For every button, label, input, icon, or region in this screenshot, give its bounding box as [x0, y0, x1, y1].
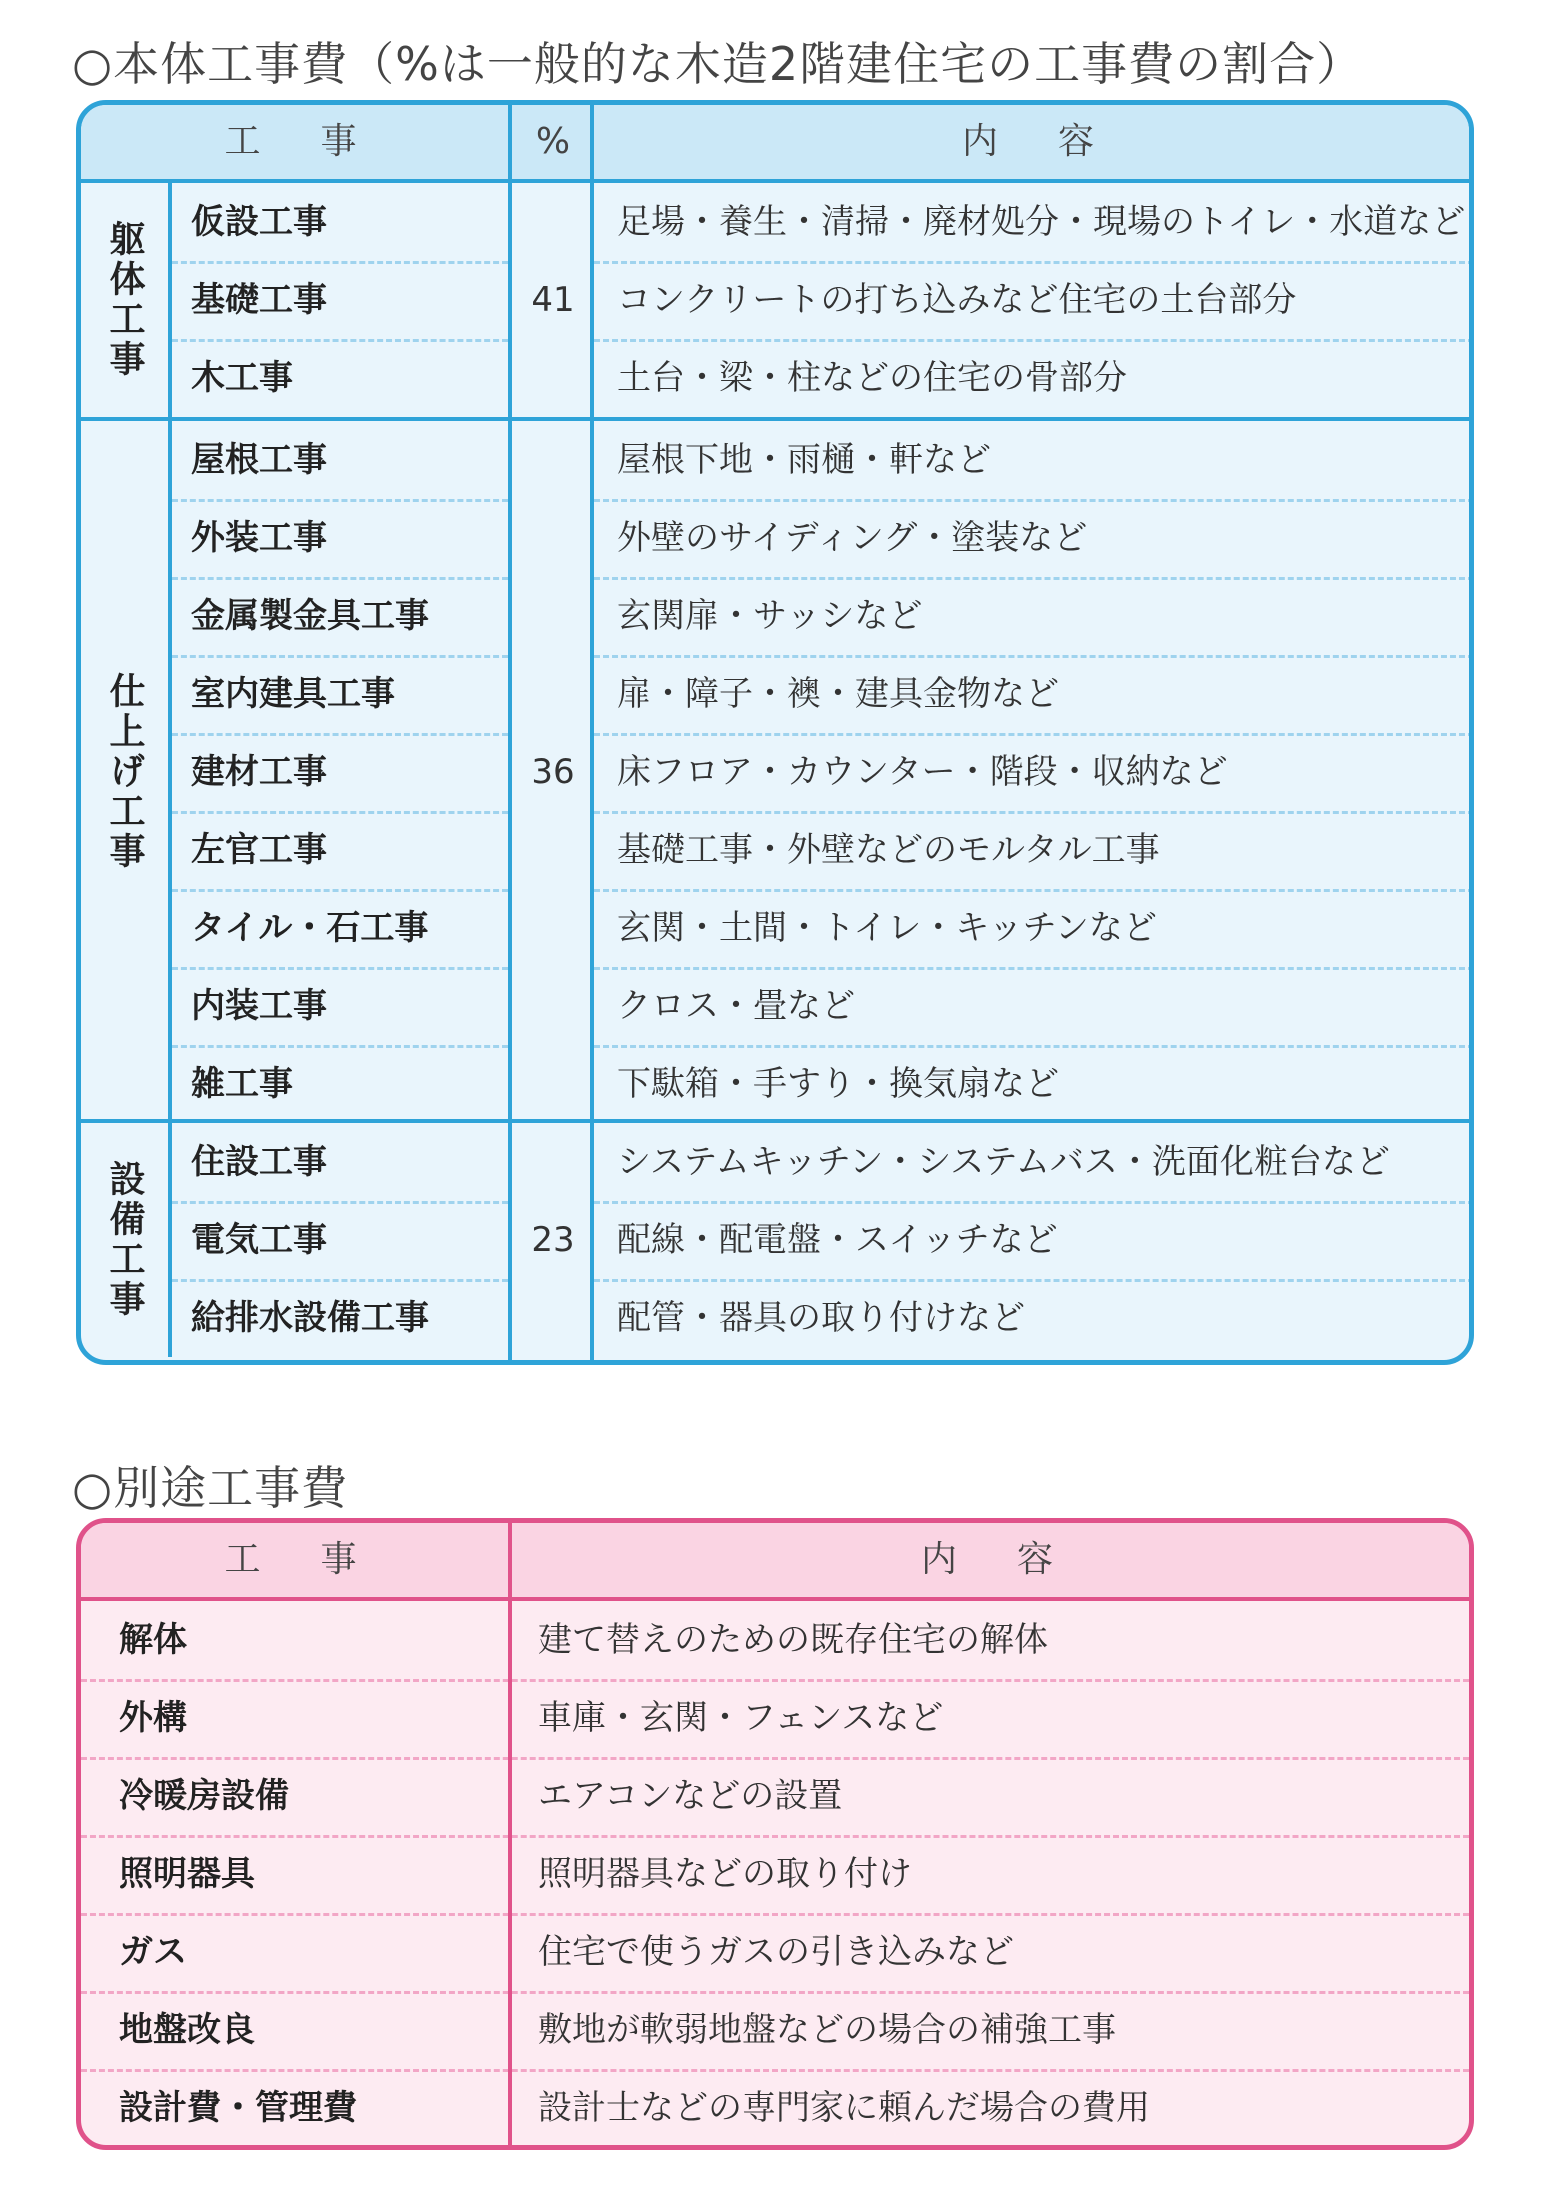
- cost-group: [81, 183, 1469, 417]
- divider-content: [590, 105, 594, 1360]
- main-table-header: [81, 105, 1469, 183]
- work-content: 足場・養生・清掃・廃材処分・現場のトイレ・水道など: [617, 202, 1466, 242]
- extra-header-content: 内 容: [920, 1539, 1065, 1580]
- category-text: 設備工事: [104, 1160, 145, 1320]
- work-content: 住宅で使うガスの引き込みなど: [538, 1932, 1014, 1972]
- extra-cost-table: [76, 1518, 1474, 2150]
- category-text: 仕上げ工事: [104, 672, 145, 872]
- work-content: 屋根下地・雨樋・軒など: [617, 440, 991, 480]
- table-row: [81, 1679, 1469, 1757]
- table-row: [81, 339, 1469, 417]
- work-name: 基礎工事: [191, 280, 327, 320]
- work-content: 土台・梁・柱などの住宅の骨部分: [617, 358, 1127, 398]
- divider-percent: [508, 105, 512, 1360]
- cost-group: [81, 417, 1469, 1119]
- work-name: 内装工事: [191, 986, 327, 1026]
- table-row: [81, 1913, 1469, 1991]
- work-content: 基礎工事・外壁などのモルタル工事: [617, 830, 1160, 870]
- work-content: 敷地が軟弱地盤などの場合の補強工事: [538, 2010, 1116, 2050]
- table-row: [81, 1991, 1469, 2069]
- table-row: [81, 733, 1469, 811]
- work-name: 解体: [119, 1620, 187, 1660]
- table-row: [81, 577, 1469, 655]
- header-content: 内 容: [961, 121, 1106, 162]
- work-name: 屋根工事: [191, 440, 327, 480]
- work-content: コンクリートの打ち込みなど住宅の土台部分: [617, 280, 1297, 320]
- work-name: 冷暖房設備: [119, 1776, 289, 1816]
- percent-value: 41: [531, 280, 575, 320]
- work-name: 仮設工事: [191, 202, 327, 242]
- table-row: [81, 499, 1469, 577]
- work-content: 外壁のサイディング・塗装など: [617, 518, 1088, 558]
- work-name: 左官工事: [191, 830, 327, 870]
- work-content: 玄関・土間・トイレ・キッチンなど: [617, 908, 1157, 948]
- work-name: 給排水設備工事: [191, 1298, 429, 1338]
- work-name: 木工事: [191, 358, 293, 398]
- main-cost-title: ○本体工事費（%は一般的な木造2階建住宅の工事費の割合）: [72, 37, 1364, 91]
- work-name: ガス: [119, 1932, 187, 1972]
- table-row: [81, 889, 1469, 967]
- work-name: 設計費・管理費: [119, 2088, 357, 2128]
- percent-value: 23: [531, 1220, 575, 1260]
- work-name: 電気工事: [191, 1220, 327, 1260]
- work-name: 外構: [119, 1698, 187, 1738]
- work-content: 配管・器具の取り付けなど: [617, 1298, 1025, 1338]
- table-row: [81, 1279, 1469, 1357]
- work-content: 配線・配電盤・スイッチなど: [617, 1220, 1058, 1260]
- category-text: 躯体工事: [104, 220, 145, 380]
- work-name: タイル・石工事: [191, 908, 429, 948]
- table-row: [81, 1757, 1469, 1835]
- work-name: 外装工事: [191, 518, 327, 558]
- extra-divider-content: [508, 1523, 512, 2145]
- work-content: システムキッチン・システムバス・洗面化粧台など: [617, 1142, 1390, 1182]
- work-content: 扉・障子・襖・建具金物など: [617, 674, 1059, 714]
- extra-table-header: [81, 1523, 1469, 1601]
- work-name: 金属製金具工事: [191, 596, 429, 636]
- work-name: 室内建具工事: [191, 674, 395, 714]
- table-row: [81, 967, 1469, 1045]
- work-name: 建材工事: [191, 752, 327, 792]
- table-row: [81, 261, 1469, 339]
- table-row: [81, 1045, 1469, 1123]
- work-content: 床フロア・カウンター・階段・収納など: [617, 752, 1228, 792]
- table-row: [81, 655, 1469, 733]
- cost-group: [81, 1119, 1469, 1353]
- work-name: 雑工事: [191, 1064, 293, 1104]
- work-name: 照明器具: [119, 1854, 255, 1894]
- work-content: エアコンなどの設置: [538, 1776, 843, 1816]
- header-work: 工 事: [224, 121, 369, 162]
- table-row: [81, 421, 1469, 499]
- work-content: 建て替えのための既存住宅の解体: [538, 1620, 1048, 1660]
- work-content: 設計士などの専門家に頼んだ場合の費用: [538, 2088, 1150, 2128]
- work-name: 住設工事: [191, 1142, 327, 1182]
- header-percent: %: [535, 121, 571, 162]
- work-content: クロス・畳など: [617, 986, 855, 1026]
- work-content: 車庫・玄関・フェンスなど: [538, 1698, 944, 1738]
- extra-cost-title: ○別途工事費: [72, 1461, 349, 1515]
- table-row: [81, 1201, 1469, 1279]
- table-row: [81, 183, 1469, 261]
- extra-header-work: 工 事: [224, 1539, 369, 1580]
- table-row: [81, 1601, 1469, 1679]
- work-name: 地盤改良: [119, 2010, 255, 2050]
- work-content: 照明器具などの取り付け: [538, 1854, 912, 1894]
- main-cost-table: [76, 100, 1474, 1365]
- table-row: [81, 2069, 1469, 2147]
- table-row: [81, 811, 1469, 889]
- percent-value: 36: [531, 752, 575, 792]
- work-content: 玄関扉・サッシなど: [617, 596, 923, 636]
- table-row: [81, 1835, 1469, 1913]
- table-row: [81, 1123, 1469, 1201]
- work-content: 下駄箱・手すり・換気扇など: [617, 1064, 1059, 1104]
